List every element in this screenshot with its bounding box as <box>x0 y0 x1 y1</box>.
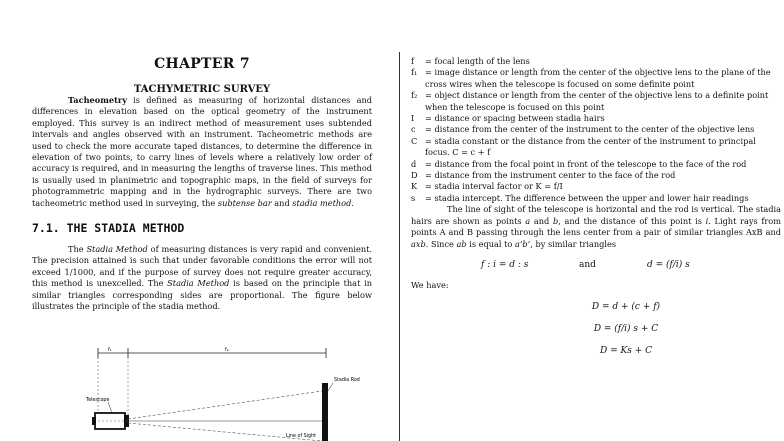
label-line-of-sight: Line of Sight <box>286 434 317 439</box>
definition-symbol: f <box>411 56 415 66</box>
stadia-mid-1: of measuring distances is very rapid and convenient. The precision attained is such that under favorable conditions the error will not exceed 1/1000, and if the purpose of survey does not require greater accuracy, this method is unexcelled. The <box>32 244 372 289</box>
equation-1: D = d + (c + f) <box>591 301 661 312</box>
definition-item <box>411 90 781 113</box>
definition-text: = distance from the instrument center to the face of the rod <box>425 170 676 181</box>
definition-item <box>411 159 781 170</box>
proportion-formulas <box>411 256 781 278</box>
definition-symbol: c <box>411 124 416 135</box>
definition-symbol: K <box>411 181 418 192</box>
similar-triangles-paragraph <box>411 204 781 250</box>
definition-text: = distance from the center of the instrument to the center of the objective lens <box>425 124 755 135</box>
intro-em-stadia: stadia method <box>292 197 352 208</box>
intro-and: and <box>271 197 293 208</box>
label-telescope: Telescope <box>86 398 110 403</box>
formula-and: and <box>579 259 596 270</box>
upper-ray <box>128 391 322 419</box>
definition-item <box>411 56 781 67</box>
stadia-mid-2: is based on the principle that in similar triangles corresponding sides are proportional. The figure below illustrates the principle of the stadia method. <box>32 278 372 312</box>
intro-term: Tacheometry <box>68 95 127 105</box>
definition-item <box>411 113 781 124</box>
definition-text: = image distance or length from the center of the objective lens to the plane of the cross wires when the telescope is focused on some definite point <box>425 67 771 89</box>
stadia-figure <box>86 343 380 441</box>
definition-symbol: f₂ <box>411 90 418 101</box>
definition-text: = stadia intercept. The difference between the upper and lower hair readings <box>425 192 749 203</box>
definitions-list <box>411 56 781 204</box>
intro-em-subtense: subtense bar <box>217 197 272 208</box>
definition-item <box>411 124 781 135</box>
intro-paragraph <box>32 95 372 209</box>
definition-text: = object distance or length from the center of the objective lens to a definite point when the telescope is focused on this point <box>425 90 769 112</box>
para-ab: ab <box>456 238 467 249</box>
left-column <box>32 56 372 313</box>
telescope-eyepiece <box>92 417 96 425</box>
definition-item <box>411 67 781 90</box>
para-part-6: is equal to <box>466 238 515 249</box>
label-rod: Stadia Rod <box>334 378 360 383</box>
equation-3: D = Ks + C <box>600 345 652 356</box>
para-part-5: . Since <box>425 238 457 249</box>
para-part-7: , by similar triangles <box>530 238 617 249</box>
intro-text: is defined as measuring of horizontal distances and differences in elevation based on the optical geometry of the instrument employed. This survey is an indirect method of measurement uses subtended intervals and angles observed with an instrument. Tacheometric methods are used to check the more accurate taped distances, to determine the difference in elevation of two points, to carry lines of levels where a relatively low order of accuracy is required, and in measuring the lengths of traverse lines. This method is usually used in planimetric and topographic maps, in the field of surveys for photogrammetric mapping and in the hydrographic surveys. There are two tacheometric method used in surveying, the <box>32 95 372 208</box>
para-part-2: and <box>530 215 553 226</box>
definition-item <box>411 181 781 192</box>
para-part-4: . Light rays from points A and B passing through the lens center from a pair of similar triangles AxB and <box>411 215 782 238</box>
definition-item <box>411 193 781 204</box>
stadia-pre: The <box>68 244 87 255</box>
definition-item <box>411 136 781 159</box>
label-f1: f₁ <box>108 347 112 353</box>
definition-symbol: d <box>411 158 417 169</box>
para-a: a <box>525 215 531 226</box>
telescope-pointer <box>108 402 112 413</box>
para-axb: axb <box>411 238 426 249</box>
definition-symbol: C <box>411 135 418 146</box>
section-heading: 7.1. THE STADIA METHOD <box>32 221 185 236</box>
stadia-em-1: Stadia Method <box>86 244 148 255</box>
definition-text: = focal length of the lens <box>425 56 530 66</box>
para-i: i <box>705 215 709 226</box>
formula-d: d = (f/i) s <box>647 259 690 270</box>
definition-symbol: f₁ <box>411 67 418 78</box>
column-divider <box>399 52 400 441</box>
stadia-em-2: Stadia Method <box>167 278 230 289</box>
stadia-rod <box>322 383 328 441</box>
intro-end: . <box>351 197 354 208</box>
para-part-1: The line of sight of the telescope is horizontal and the rod is vertical. The stadia hairs are shown as points <box>411 204 781 226</box>
definition-text: = stadia interval factor or K = f/I <box>425 181 563 192</box>
stadia-paragraph <box>32 244 372 312</box>
chapter-title: TACHYMETRIC SURVEY <box>133 84 271 95</box>
definition-item <box>411 170 781 181</box>
chapter-heading: CHAPTER 7 <box>154 56 250 72</box>
definition-text: = distance from the focal point in front of the telescope to the face of the rod <box>425 158 747 169</box>
para-part-3: , and the distance of this point is <box>558 215 706 226</box>
para-b: b <box>552 215 559 226</box>
rod-pointer <box>328 383 333 391</box>
definition-symbol: D <box>411 170 418 181</box>
equation-2: D = (f/i) s + C <box>593 323 659 334</box>
label-f2: f₂ <box>225 347 229 353</box>
definition-symbol: I <box>411 113 415 124</box>
definition-symbol: s <box>411 192 416 203</box>
definition-text: = distance or spacing between stadia hairs <box>425 113 605 124</box>
para-ab-prime: a’b’ <box>514 238 531 249</box>
right-column <box>411 56 781 362</box>
definition-text: = stadia constant or the distance from the center of the instrument to principal focus. C = c + f <box>425 135 756 158</box>
formula-proportion: f : i = d : s <box>481 259 529 270</box>
we-have-label: We have: <box>411 279 449 290</box>
